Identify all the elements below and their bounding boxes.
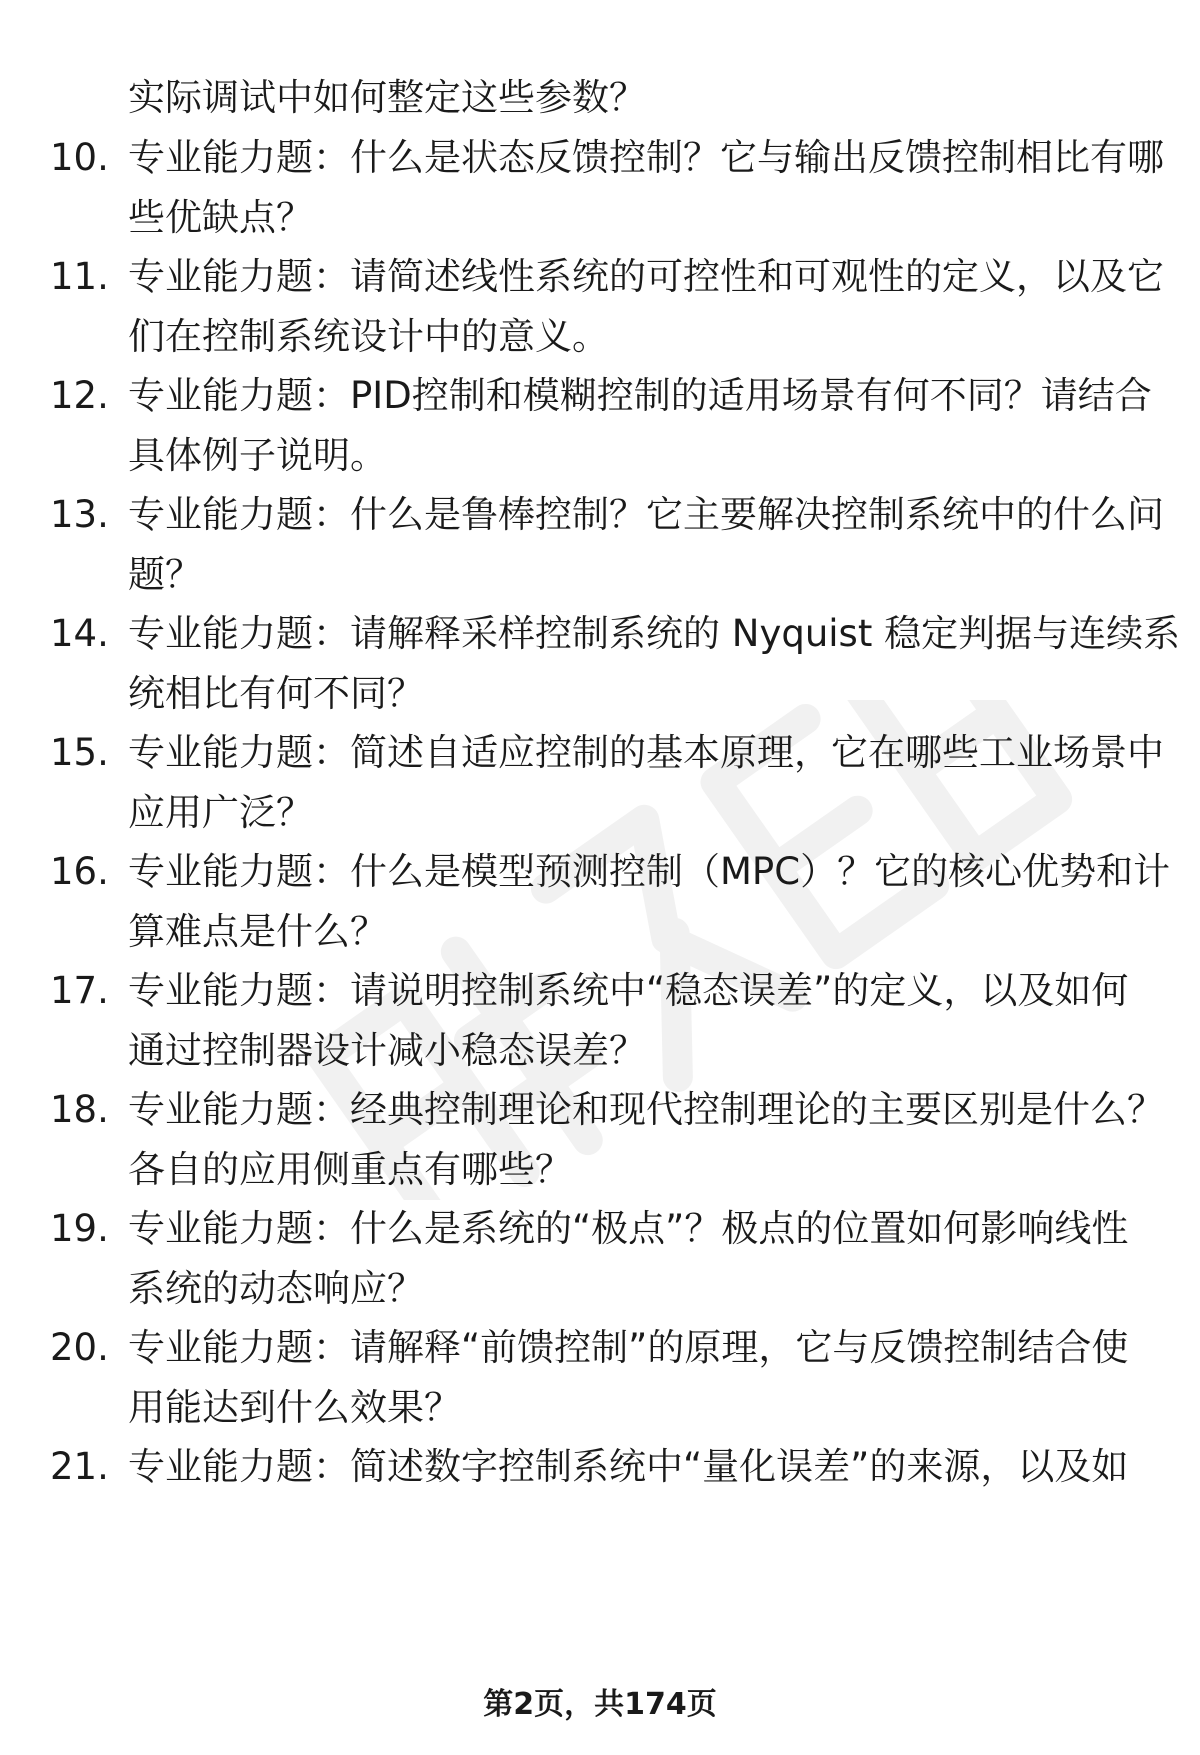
item-text-line-2: 系统的动态响应？ xyxy=(128,1267,424,1310)
list-item xyxy=(0,247,1200,367)
item-number: 19. xyxy=(50,1207,109,1250)
list-item xyxy=(0,1318,1200,1438)
item-text-line-2: 应用广泛？ xyxy=(128,791,313,834)
list-item xyxy=(0,723,1200,843)
item-number: 15. xyxy=(50,731,109,774)
item-text-line-1: 专业能力题：简述数字控制系统中“量化误差”的来源，以及如 xyxy=(128,1445,1129,1488)
list-item xyxy=(0,1437,1200,1557)
list-item xyxy=(0,1199,1200,1319)
item-number: 14. xyxy=(50,612,109,655)
item-text-line-1: 专业能力题：什么是鲁棒控制？它主要解决控制系统中的什么问 xyxy=(128,493,1164,536)
item-number: 21. xyxy=(50,1445,109,1488)
item-text-line-1: 专业能力题：经典控制理论和现代控制理论的主要区别是什么？ xyxy=(128,1088,1164,1131)
continuation-text: 实际调试中如何整定这些参数？ xyxy=(128,76,646,119)
item-text-line-2: 各自的应用侧重点有哪些？ xyxy=(128,1148,572,1191)
item-text-line-1: 专业能力题：什么是状态反馈控制？它与输出反馈控制相比有哪 xyxy=(128,136,1164,179)
item-number: 17. xyxy=(50,969,109,1012)
item-text-line-1: 专业能力题：请解释采样控制系统的 Nyquist 稳定判据与连续系 xyxy=(128,612,1181,655)
item-text-line-1: 专业能力题：什么是系统的“极点”？极点的位置如何影响线性 xyxy=(128,1207,1129,1250)
list-item xyxy=(0,1080,1200,1200)
item-text-line-2: 具体例子说明。 xyxy=(128,434,387,477)
item-number: 18. xyxy=(50,1088,109,1131)
item-text-line-1: 专业能力题：什么是模型预测控制（MPC）？它的核心优势和计 xyxy=(128,850,1171,893)
item-text-line-1: 专业能力题：请解释“前馈控制”的原理，它与反馈控制结合使 xyxy=(128,1326,1129,1369)
list-item xyxy=(0,366,1200,486)
item-text-line-2: 通过控制器设计减小稳态误差？ xyxy=(128,1029,646,1072)
item-number: 20. xyxy=(50,1326,109,1369)
item-text-line-1: 专业能力题：请说明控制系统中“稳态误差”的定义，以及如何 xyxy=(128,969,1129,1012)
list-item xyxy=(0,961,1200,1081)
item-text-line-2: 题？ xyxy=(128,553,202,596)
list-item xyxy=(0,128,1200,248)
item-text-line-1: 专业能力题：PID控制和模糊控制的适用场景有何不同？请结合 xyxy=(128,374,1152,417)
item-text-line-2: 些优缺点？ xyxy=(128,196,313,239)
item-number: 11. xyxy=(50,255,109,298)
item-text-line-1: 专业能力题：简述自适应控制的基本原理，它在哪些工业场景中 xyxy=(128,731,1164,774)
item-text-line-2: 们在控制系统设计中的意义。 xyxy=(128,315,609,358)
item-text-line-1: 专业能力题：请简述线性系统的可控性和可观性的定义，以及它 xyxy=(128,255,1164,298)
list-item xyxy=(0,485,1200,605)
list-item xyxy=(0,604,1200,724)
item-number: 16. xyxy=(50,850,109,893)
item-text-line-2: 统相比有何不同？ xyxy=(128,672,424,715)
item-text-line-2: 用能达到什么效果？ xyxy=(128,1386,461,1429)
item-text-line-2: 算难点是什么？ xyxy=(128,910,387,953)
item-number: 13. xyxy=(50,493,109,536)
list-item xyxy=(0,842,1200,962)
item-number: 10. xyxy=(50,136,109,179)
item-number: 12. xyxy=(50,374,109,417)
page-number: 第2页，共174页 xyxy=(483,1687,717,1722)
